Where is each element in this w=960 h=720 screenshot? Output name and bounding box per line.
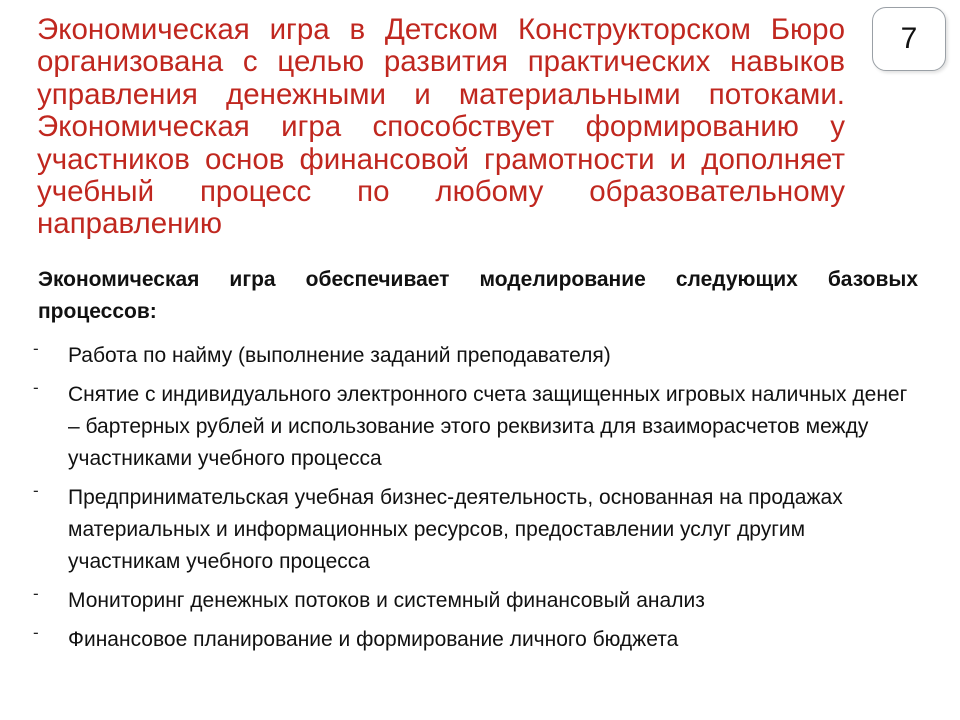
list-item-text: Предпринимательская учебная бизнес-деятельность, основанная на продажах материальных и информационных ресурсов, предоставлении услуг другим участникам учебного процесса: [68, 486, 843, 573]
dash-bullet-icon: -: [33, 584, 39, 603]
list-item-text: Финансовое планирование и формирование личного бюджета: [68, 628, 679, 651]
list-item: [30, 340, 910, 372]
list-item: [30, 482, 910, 578]
dash-bullet-icon: -: [33, 481, 39, 500]
dash-bullet-icon: -: [33, 378, 39, 397]
list-item: [30, 379, 910, 475]
page-number: 7: [900, 22, 918, 55]
dash-bullet-icon: -: [33, 339, 39, 358]
process-list: [30, 340, 910, 663]
list-item-text: Снятие с индивидуального электронного счета защищенных игровых наличных денег – бартерных рублей и использование этого реквизита для взаиморасчетов между участниками учебного процесса: [68, 383, 908, 470]
list-item: [30, 624, 910, 656]
page-number-badge: [872, 7, 946, 71]
list-item-text: Мониторинг денежных потоков и системный финансовый анализ: [68, 589, 705, 612]
lead-heading: Экономическая игра обеспечивает моделирование следующих базовых процессов:: [38, 268, 918, 323]
dash-bullet-icon: -: [33, 623, 39, 642]
list-item: [30, 585, 910, 617]
intro-paragraph: Экономическая игра в Детском Конструкторском Бюро организована с целью развития практических навыков управления денежными и материальными потоками. Экономическая игра способствует формированию у участников основ финансовой грамотности и дополняет учебный процесс по любому образовательному направлению: [37, 13, 845, 241]
list-item-text: Работа по найму (выполнение заданий преподавателя): [68, 344, 611, 367]
